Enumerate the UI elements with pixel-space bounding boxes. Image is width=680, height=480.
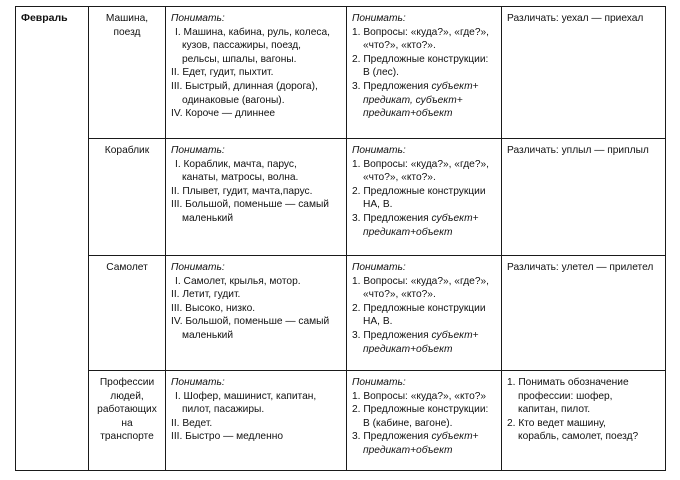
speech-header: Понимать: <box>352 145 406 156</box>
speech-line: НА, В. <box>363 199 393 211</box>
understand-header: Понимать: <box>171 262 225 273</box>
speech-header: Понимать: <box>352 262 406 273</box>
table-row <box>16 371 666 471</box>
understand-line: рельсы, шпалы, вагоны. <box>182 53 297 65</box>
understand-line: маленький <box>182 329 234 341</box>
distinguish-text: Различать: уплыл — приплыл <box>507 145 649 156</box>
understand-line: IV. Короче — длиннее <box>171 108 276 120</box>
speech-line: «что?», «кто?». <box>363 40 436 52</box>
topic-label: Профессии людей, работающих на транспорте <box>97 377 157 443</box>
topic-cell <box>89 139 166 256</box>
speech-cell <box>347 256 502 371</box>
distinguish-cell <box>502 139 666 256</box>
speech-line: 2. Предложные конструкции <box>352 302 486 314</box>
topic-label: Машина, поезд <box>105 13 149 38</box>
distinguish-text: Различать: уехал — приехал <box>507 13 644 24</box>
month-label: Февраль <box>21 12 68 24</box>
understand-line: пилот, пасажиры. <box>182 404 265 416</box>
speech-header: Понимать: <box>352 13 406 24</box>
understanding-cell <box>166 371 347 471</box>
understand-line: II. Едет, гудит, пыхтит. <box>171 67 274 79</box>
table-row <box>16 256 666 371</box>
speech-formula: субъект+ <box>431 329 479 341</box>
understand-header: Понимать: <box>171 377 225 388</box>
speech-cell <box>347 139 502 256</box>
understand-line: кузов, пассажиры, поезд, <box>182 40 301 52</box>
table-row <box>16 7 666 139</box>
understand-header: Понимать: <box>171 145 225 156</box>
speech-formula: предикат+объект <box>363 444 453 456</box>
speech-line: 1. Вопросы: «куда?», «где?», <box>352 158 490 170</box>
table-row <box>16 139 666 256</box>
understanding-cell <box>166 256 347 371</box>
understand-line: IV. Большой, поменьше — самый <box>171 316 330 328</box>
understand-line: III. Высоко, низко. <box>171 302 256 314</box>
topic-cell <box>89 256 166 371</box>
distinguish-line: профессии: шофер, <box>518 390 613 402</box>
speech-line <box>352 329 496 343</box>
understand-line: II. Ведет. <box>171 417 213 429</box>
speech-line <box>352 212 496 226</box>
speech-line: 1. Вопросы: «куда?», «где?», <box>352 26 490 38</box>
speech-line: В (лес). <box>363 67 399 79</box>
speech-text: 3. Предложения <box>352 212 432 224</box>
understand-line: канаты, матросы, волна. <box>182 172 299 184</box>
speech-line: 2. Предложные конструкции: <box>352 53 489 65</box>
understand-line: III. Быстрый, длинная (дорога), <box>171 80 318 92</box>
understand-line: III. Быстро — медленно <box>171 431 284 443</box>
speech-line: 2. Предложные конструкции: <box>352 404 489 416</box>
understand-line: маленький <box>182 212 234 224</box>
understand-line: одинаковые (вагоны). <box>182 94 285 106</box>
speech-text: 3. Предложения <box>352 431 432 443</box>
speech-line <box>352 80 496 94</box>
lesson-plan-table <box>15 6 666 471</box>
speech-formula: предикат+объект <box>363 226 453 238</box>
distinguish-line: капитан, пилот. <box>518 404 591 416</box>
speech-formula: субъект+ <box>431 212 479 224</box>
speech-line: 2. Предложные конструкции <box>352 185 486 197</box>
understanding-cell <box>166 139 347 256</box>
distinguish-line: 1. Понимать обозначение <box>507 377 629 388</box>
speech-line: «что?», «кто?». <box>363 289 436 301</box>
distinguish-cell <box>502 7 666 139</box>
speech-line: В (кабине, вагоне). <box>363 417 453 429</box>
speech-formula: предикат+объект <box>363 343 453 355</box>
understand-line: I. Машина, кабина, руль, колеса, <box>175 26 330 38</box>
speech-line: НА, В. <box>363 316 393 328</box>
speech-cell <box>347 371 502 471</box>
understanding-cell <box>166 7 347 139</box>
understand-header: Понимать: <box>171 13 225 24</box>
topic-label: Кораблик <box>104 145 150 156</box>
understand-line: I. Самолет, крылья, мотор. <box>175 275 301 287</box>
topic-cell <box>89 7 166 139</box>
topic-cell <box>89 371 166 471</box>
speech-formula: субъект+ <box>431 431 479 443</box>
speech-line: 1. Вопросы: «куда?», «где?», <box>352 275 490 287</box>
speech-line: «что?», «кто?». <box>363 172 436 184</box>
speech-line <box>352 430 496 444</box>
distinguish-line: 2. Кто ведет машину, <box>507 417 606 429</box>
distinguish-cell <box>502 371 666 471</box>
speech-text: 3. Предложения <box>352 329 432 341</box>
understand-line: II. Летит, гудит. <box>171 289 241 301</box>
distinguish-cell <box>502 256 666 371</box>
understand-line: I. Шофер, машинист, капитан, <box>175 390 317 402</box>
speech-cell <box>347 7 502 139</box>
understand-line: III. Большой, поменьше — самый <box>171 199 329 211</box>
speech-header: Понимать: <box>352 377 406 388</box>
speech-line: 1. Вопросы: «куда?», «кто?» <box>352 390 487 402</box>
distinguish-line: корабль, самолет, поезд? <box>518 431 639 443</box>
distinguish-text: Различать: улетел — прилетел <box>507 262 654 273</box>
topic-label: Самолет <box>106 262 148 273</box>
understand-line: I. Кораблик, мачта, парус, <box>175 158 297 170</box>
speech-formula: субъект+ <box>431 80 479 92</box>
speech-text: 3. Предложения <box>352 80 432 92</box>
speech-formula: предикат+объект <box>363 108 453 120</box>
understand-line: II. Плывет, гудит, мачта,парус. <box>171 185 313 197</box>
speech-formula: предикат, субъект+ <box>363 94 463 106</box>
month-cell <box>16 7 89 471</box>
